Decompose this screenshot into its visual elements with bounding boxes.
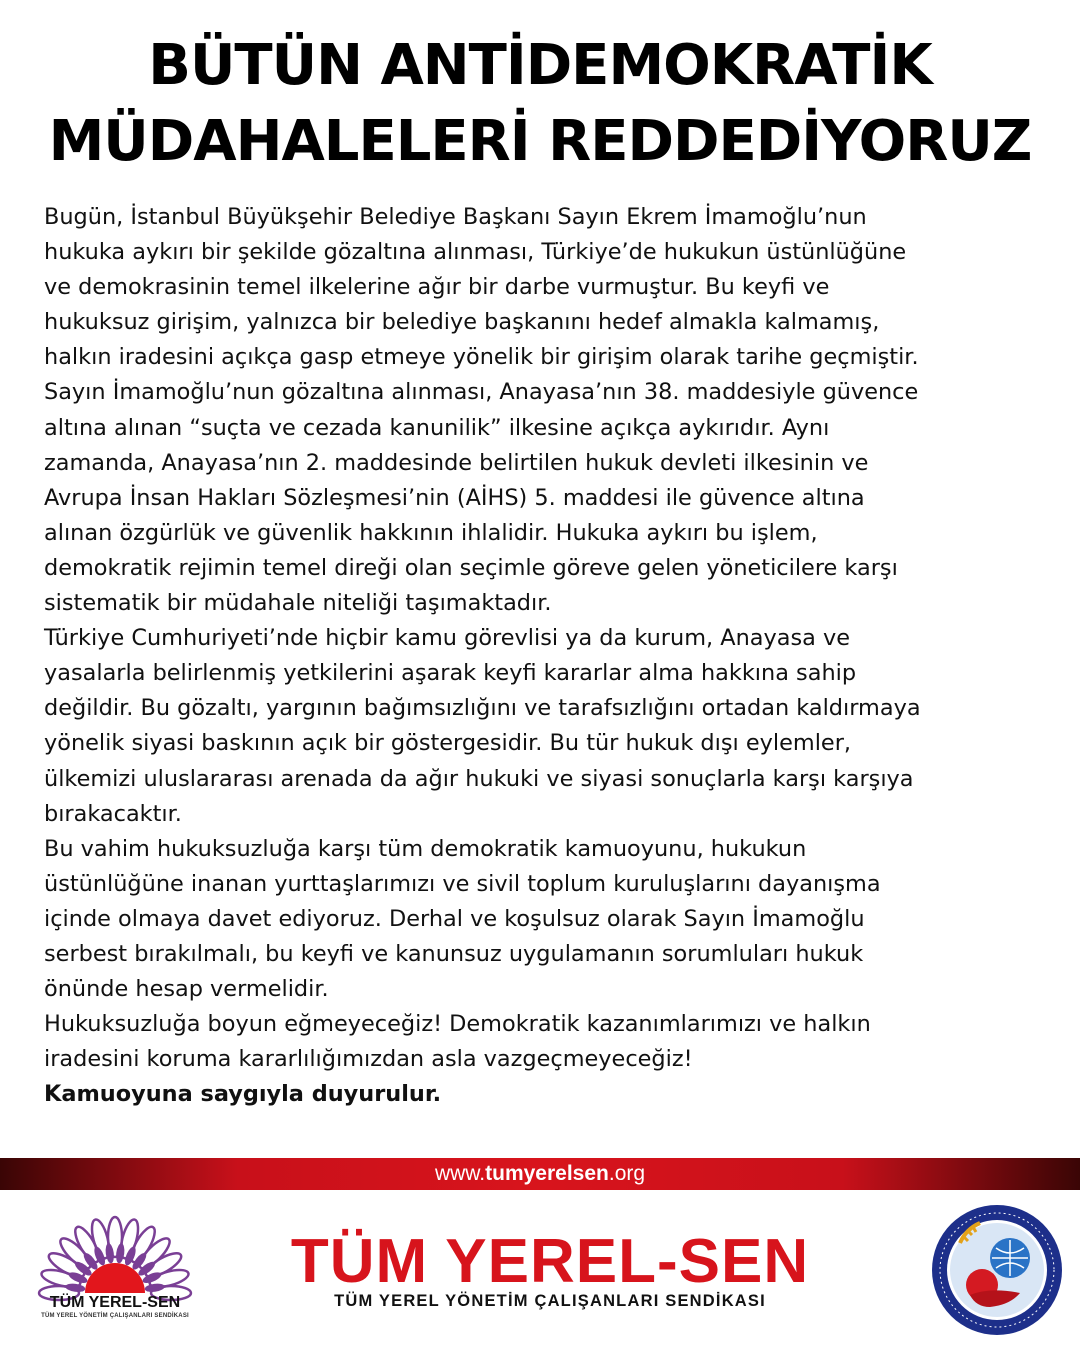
statement-line: serbest bırakılmalı, bu keyfi ve kanunsuz uygulamanın sorumluları hukuk (44, 940, 864, 967)
brand-name: TÜM YEREL-SEN (290, 1227, 810, 1296)
brand-subtitle: TÜM YEREL YÖNETİM ÇALIŞANLARI SENDİKASI (334, 1292, 766, 1310)
closing-line: Kamuoyuna saygıyla duyurulur. (44, 1081, 442, 1108)
website-link[interactable]: www.tumyerelsen.org (434, 1162, 646, 1185)
statement-line: demokratik rejimin temel direği olan seçimle göreve gelen yöneticilere karşı (44, 554, 898, 581)
statement-line: Bu vahim hukuksuzluğa karşı tüm demokratik kamuoyunu, hukukun (44, 835, 807, 862)
statement-line: yasalarla belirlenmiş yetkilerini aşarak keyfi kararlar alma hakkına sahip (44, 660, 857, 687)
statement-line: iradesini koruma kararlılığımızdan asla vazgeçmeyeceğiz! (44, 1046, 693, 1073)
statement-line: ve demokrasinin temel ilkelerine ağır bir darbe vurmuştur. Bu keyfi ve (44, 274, 830, 301)
statement-line: altına alınan “suçta ve cezada kanunilik” ilkesine açıkça aykırıdır. Aynı (44, 414, 830, 441)
left-logo-name: TÜM YEREL-SEN (49, 1294, 181, 1311)
statement-line: Türkiye Cumhuriyeti’nde hiçbir kamu görevlisi ya da kurum, Anayasa ve (44, 625, 850, 652)
statement-line: yönelik siyasi baskının açık bir göstergesidir. Bu tür hukuk dışı eylemler, (44, 730, 852, 757)
statement-line: hukuksuz girişim, yalnızca bir belediye başkanını hedef almakla kalmamış, (44, 309, 880, 336)
statement-line: üstünlüğüne inanan yurttaşlarımızı ve sivil toplum kuruluşlarını dayanışma (44, 870, 881, 897)
statement-line: içinde olmaya davet ediyoruz. Derhal ve koşulsuz olarak Sayın İmamoğlu (44, 905, 865, 932)
birlesik-kamu-is-seal-icon (930, 1203, 1064, 1337)
website-bar (0, 1158, 1080, 1190)
statement-line: hukuka aykırı bir şekilde gözaltına alınması, Türkiye’de hukukun üstünlüğüne (44, 239, 907, 266)
left-logo-subtitle: TÜM YEREL YÖNETİM ÇALIŞANLARI SENDİKASI (41, 1313, 189, 1319)
statement-line: Avrupa İnsan Hakları Sözleşmesi’nin (AİHS) 5. maddesi ile güvence altına (44, 484, 865, 511)
statement-line: ülkemizi uluslararası arenada da ağır hukuki ve siyasi sonuçlarla karşı karşıya (44, 765, 914, 792)
statement-line: zamanda, Anayasa’nın 2. maddesinde belirtilen hukuk devleti ilkesinin ve (44, 449, 869, 476)
statement-line: sistematik bir müdahale niteliği taşımaktadır. (44, 590, 552, 617)
statement-line: Sayın İmamoğlu’nun gözaltına alınması, Anayasa’nın 38. maddesiyle güvence (44, 379, 919, 406)
statement-line: Bugün, İstanbul Büyükşehir Belediye Başkanı Sayın Ekrem İmamoğlu’nun (44, 204, 867, 230)
statement-line: Hukuksuzluğa boyun eğmeyeceğiz! Demokratik kazanımlarımızı ve halkın (44, 1011, 871, 1038)
statement-line: önünde hesap vermelidir. (44, 976, 329, 1003)
statement-line: bırakacaktır. (44, 800, 182, 827)
title-line-2: MÜDAHALELERİ REDDEDİYORUZ (48, 109, 1032, 174)
title-line-1: BÜTÜN ANTİDEMOKRATİK (148, 33, 932, 98)
statement-line: değildir. Bu gözaltı, yargının bağımsızlığını ve tarafsızlığını ortadan kaldırmaya (44, 695, 921, 722)
statement-line: halkın iradesini açıkça gasp etmeye yönelik bir girişim olarak tarihe geçmiştir. (44, 344, 919, 371)
statement-lines (44, 200, 1044, 1077)
statement-line: alınan özgürlük ve güvenlik hakkının ihlalidir. Hukuka aykırı bu işlem, (44, 519, 818, 546)
statement-body (44, 200, 1044, 1112)
page-title (0, 28, 1080, 180)
